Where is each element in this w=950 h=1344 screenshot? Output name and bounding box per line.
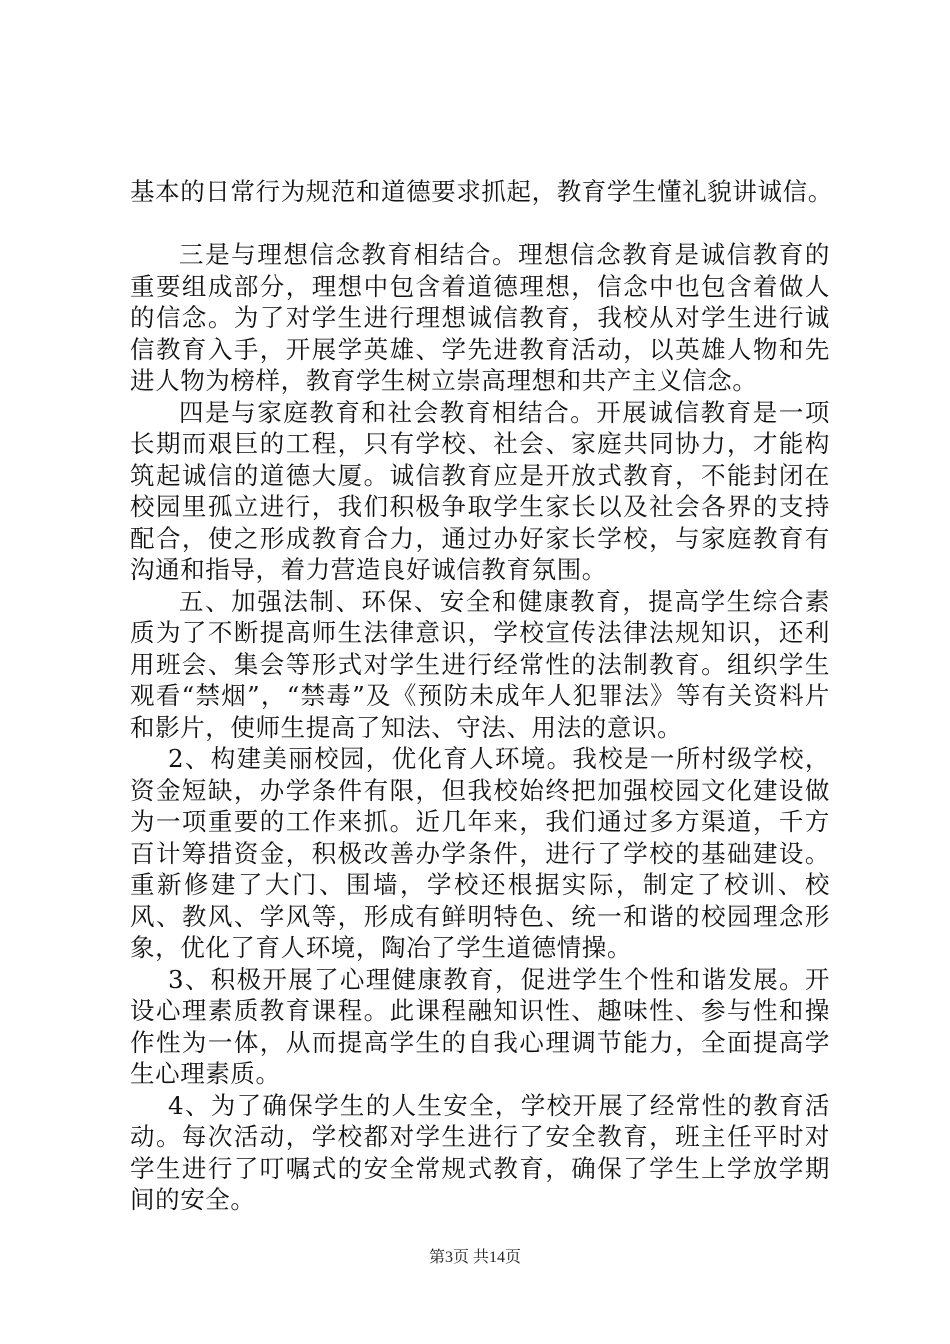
paragraph-safety: 4、为了确保学生的人生安全，学校开展了经常性的教育活动。每次活动，学校都对学生进行了安全教育，班主任平时对学生进行了叮嘱式的安全常规式教育，确保了学生上学放学期间的安全。: [130, 1090, 830, 1214]
paragraph-campus: 2、构建美丽校园，优化育人环境。我校是一所村级学校，资金短缺，办学条件有限，但我校始终把加强校园文化建设做为一项重要的工作来抓。近几年来，我们通过多方渠道，千方百计筹措资金，积极改善办学条件，进行了学校的基础建设。重新修建了大门、围墙，学校还根据实际，制定了校训、校风、教风、学风等，形成有鲜明特色、统一和谐的校园理念形象，优化了育人环境，陶冶了学生道德情操。: [130, 744, 830, 962]
paragraph-ideals: 三是与理想信念教育相结合。理想信念教育是诚信教育的重要组成部分，理想中包含着道德理想，信念中也包含着做人的信念。为了对学生进行理想诚信教育，我校从对学生进行诚信教育入手，开展学英雄、学先进教育活动，以英雄人物和先进人物为榜样，教育学生树立崇高理想和共产主义信念。: [130, 240, 830, 395]
paragraph-mental-health: 3、积极开展了心理健康教育，促进学生个性和谐发展。开设心理素质教育课程。此课程融知识性、趣味性、参与性和操作性为一体，从而提高学生的自我心理调节能力，全面提高学生心理素质。: [130, 964, 830, 1088]
paragraph-legal-education: 五、加强法制、环保、安全和健康教育，提高学生综合素质为了不断提高师生法律意识，学校宣传法律法规知识，还利用班会、集会等形式对学生进行经常性的法制教育。组织学生观看“禁烟”，“禁毒”及《预防未成年人犯罪法》等有关资料片和影片，使师生提高了知法、守法、用法的意识。: [130, 586, 830, 742]
paragraph-family-society: 四是与家庭教育和社会教育相结合。开展诚信教育是一项长期而艰巨的工程，只有学校、社会、家庭共同协力，才能构筑起诚信的道德大厦。诚信教育应是开放式教育，不能封闭在校园里孤立进行，我们积极争取学生家长以及社会各界的支持配合，使之形成教育合力，通过办好家长学校，与家庭教育有沟通和指导，着力营造良好诚信教育氛围。: [130, 397, 830, 584]
lead-line: 基本的日常行为规范和道德要求抓起，教育学生懂礼貌讲诚信。: [130, 177, 833, 206]
page-number-footer: 第3页 共14页: [428, 1249, 521, 1266]
body-text: [130, 239, 830, 1216]
